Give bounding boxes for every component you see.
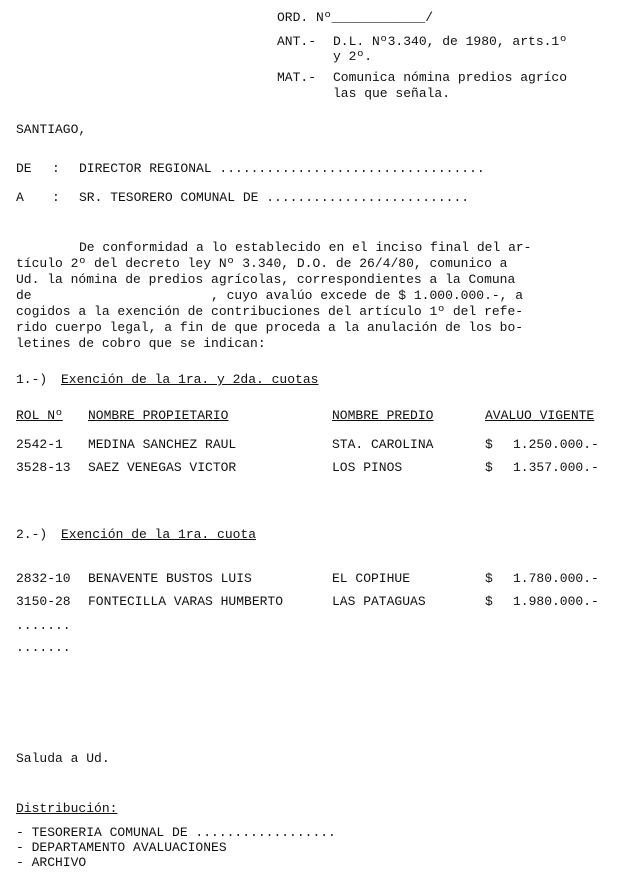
de-value: DIRECTOR REGIONAL .................................. — [79, 161, 485, 176]
de-sep: : — [52, 161, 60, 176]
header-rol: ROL Nº — [16, 408, 63, 423]
row-currency: $ — [485, 437, 493, 452]
body-line-7: letines de cobro que se indican: — [16, 336, 266, 351]
ord-blank: ____________/ — [331, 10, 434, 25]
ant-line-1: D.L. Nº3.340, de 1980, arts.1º — [333, 34, 568, 49]
header-estate: NOMBRE PREDIO — [332, 408, 434, 423]
header-owner: NOMBRE PROPIETARIO — [88, 408, 229, 423]
row-owner: MEDINA SANCHEZ RAUL — [88, 437, 237, 452]
mat-label: MAT.- — [277, 70, 317, 85]
section2-number: 2.-) — [16, 527, 48, 542]
de-label: DE — [16, 161, 32, 176]
section1-title: Exención de la 1ra. y 2da. cuotas — [61, 372, 319, 387]
row-currency: $ — [485, 594, 493, 609]
ant-line-2: y 2º. — [333, 49, 373, 64]
row-amount: 1.780.000.- — [513, 571, 599, 586]
row-currency: $ — [485, 571, 493, 586]
header-value: AVALUO VIGENTE — [485, 408, 595, 423]
closing-line: Saluda a Ud. — [16, 751, 110, 766]
distribution-item: - DEPARTAMENTO AVALUACIONES — [16, 840, 227, 855]
ellipsis-row: ....... — [16, 618, 71, 633]
row-rol: 3150-28 — [16, 594, 71, 609]
city-line: SANTIAGO, — [16, 122, 87, 137]
ord-line — [277, 10, 433, 26]
body-line-4: de , cuyo avalúo excede de $ 1.000.000.-, a — [16, 288, 524, 303]
a-sep: : — [52, 190, 60, 205]
body-line-3: Ud. la nómina de predios agrícolas, correspondientes a la Comuna — [16, 272, 516, 287]
ord-label: ORD. Nº — [277, 10, 332, 25]
section1-number: 1.-) — [16, 372, 48, 387]
mat-line-2: las que señala. — [333, 86, 451, 101]
body-line-5: cogidos a la exención de contribuciones del artículo 1º del refe- — [16, 304, 524, 319]
section2-title: Exención de la 1ra. cuota — [61, 527, 257, 542]
body-line-2: tículo 2º del decreto ley Nº 3.340, D.O. de 26/4/80, comunico a — [16, 256, 508, 271]
row-rol: 2542-1 — [16, 437, 63, 452]
row-rol: 3528-13 — [16, 460, 71, 475]
row-estate: LOS PINOS — [332, 460, 403, 475]
row-estate: STA. CAROLINA — [332, 437, 434, 452]
row-owner: FONTECILLA VARAS HUMBERTO — [88, 594, 284, 609]
row-owner: BENAVENTE BUSTOS LUIS — [88, 571, 252, 586]
row-amount: 1.980.000.- — [513, 594, 599, 609]
mat-line-1: Comunica nómina predios agríco — [333, 70, 568, 85]
body-line-6: rido cuerpo legal, a fin de que proceda a la anulación de los bo- — [16, 320, 524, 335]
distribution-item: - TESORERIA COMUNAL DE .................. — [16, 825, 336, 840]
distribution-item: - ARCHIVO — [16, 855, 87, 870]
ellipsis-row: ....... — [16, 640, 71, 655]
row-currency: $ — [485, 460, 493, 475]
row-rol: 2832-10 — [16, 571, 71, 586]
row-amount: 1.250.000.- — [513, 437, 599, 452]
body-line-1: De conformidad a lo establecido en el inciso final del ar- — [79, 240, 532, 255]
a-value: SR. TESORERO COMUNAL DE .......................... — [79, 190, 470, 205]
row-owner: SAEZ VENEGAS VICTOR — [88, 460, 237, 475]
a-label: A — [16, 190, 24, 205]
distribution-title: Distribución: — [16, 801, 118, 816]
row-estate: LAS PATAGUAS — [332, 594, 426, 609]
row-amount: 1.357.000.- — [513, 460, 599, 475]
row-estate: EL COPIHUE — [332, 571, 411, 586]
ant-label: ANT.- — [277, 34, 317, 49]
